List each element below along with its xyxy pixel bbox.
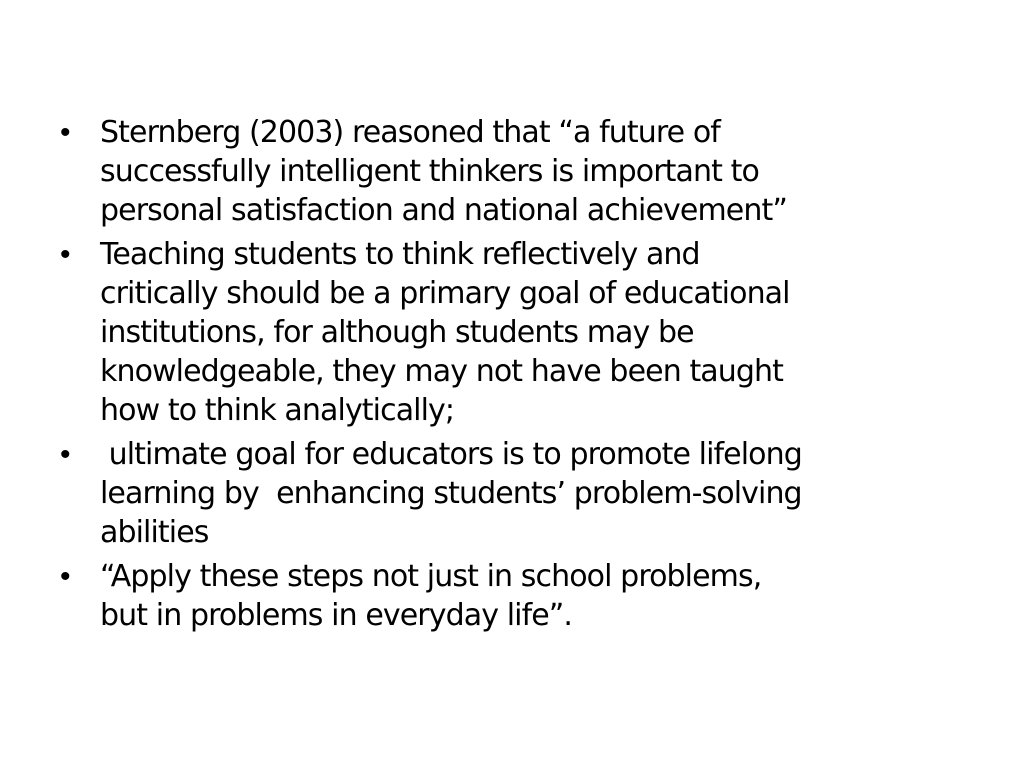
bullet-text [100, 435, 990, 552]
bullet-item [60, 435, 990, 552]
bullet-list [60, 113, 990, 640]
bullet-line: knowledgeable, they may not have been taught [100, 354, 784, 389]
bullet-marker: • [60, 238, 71, 271]
bullet-text [100, 113, 990, 230]
bullet-item [60, 557, 990, 635]
bullet-line: but in problems in everyday life”. [100, 598, 573, 633]
bullet-line: Sternberg (2003) reasoned that “a future of [100, 115, 720, 150]
bullet-marker: • [60, 560, 71, 593]
bullet-line: personal satisfaction and national achievement” [100, 193, 787, 228]
bullet-line: “Apply these steps not just in school problems, [100, 559, 762, 594]
bullet-line: Teaching students to think reflectively and [100, 237, 700, 272]
bullet-item [60, 113, 990, 230]
bullet-line: institutions, for although students may be [100, 315, 694, 350]
bullet-line: learning by enhancing students’ problem-solving [100, 476, 802, 511]
bullet-line: successfully intelligent thinkers is important to [100, 154, 759, 189]
bullet-marker: • [60, 438, 71, 471]
bullet-text [100, 557, 990, 635]
bullet-marker: • [60, 116, 71, 149]
bullet-line: critically should be a primary goal of educational [100, 276, 790, 311]
bullet-item [60, 235, 990, 430]
bullet-line: how to think analytically; [100, 393, 455, 428]
bullet-text [100, 235, 990, 430]
bullet-line: abilities [100, 515, 209, 550]
bullet-line: ultimate goal for educators is to promote lifelong [100, 437, 802, 472]
